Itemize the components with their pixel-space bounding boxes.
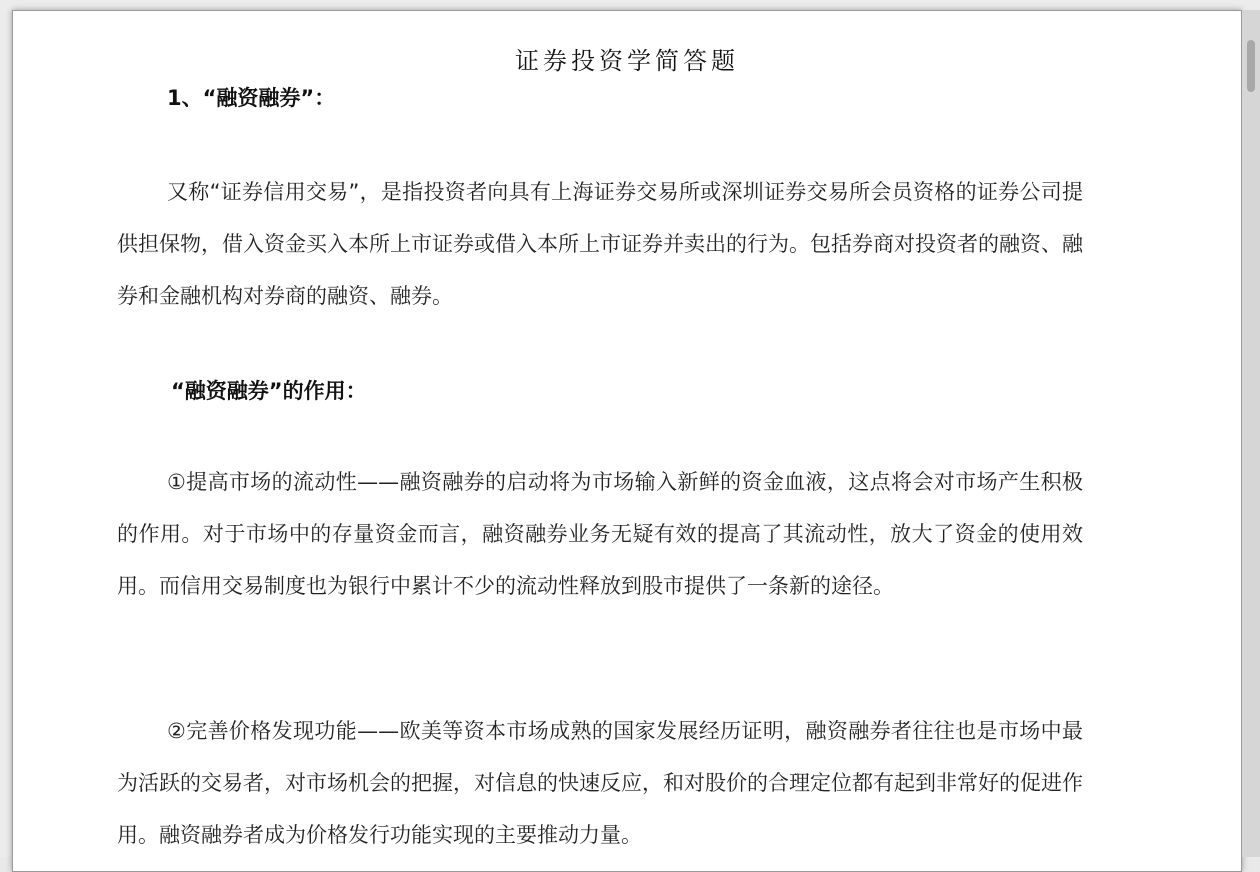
point1-paragraph: ①提高市场的流动性——融资融券的启动将为市场输入新鲜的资金血液，这点将会对市场产生积极的作用。对于市场中的存量资金而言，融资融券业务无疑有效的提高了其流动性，放大了资金的使用效用。而信用交易制度也为银行中累计不少的流动性释放到股市提供了一条新的途径。	[117, 470, 1083, 598]
point2-paragraph: ②完善价格发现功能——欧美等资本市场成熟的国家发展经历证明，融资融券者往往也是市场中最为活跃的交易者，对市场机会的把握，对信息的快速反应，和对股价的合理定位都有起到非常好的促进作用。融资融券者成为价格发行功能实现的主要推动力量。	[117, 719, 1083, 847]
vertical-scrollbar[interactable]	[1242, 10, 1260, 857]
document-title: 证券投资学简答题	[515, 47, 739, 75]
section2-heading: “融资融券”的作用：	[171, 379, 367, 403]
section1-heading: 1、“融资融券”：	[167, 86, 336, 110]
document-page	[12, 10, 1242, 872]
section1-paragraph: 又称“证券信用交易”，是指投资者向具有上海证券交易所或深圳证券交易所会员资格的证券公司提供担保物，借入资金买入本所上市证券或借入本所上市证券并卖出的行为。包括券商对投资者的融资、融券和金融机构对券商的融资、融券。	[117, 180, 1083, 308]
scrollbar-thumb[interactable]	[1247, 40, 1255, 92]
